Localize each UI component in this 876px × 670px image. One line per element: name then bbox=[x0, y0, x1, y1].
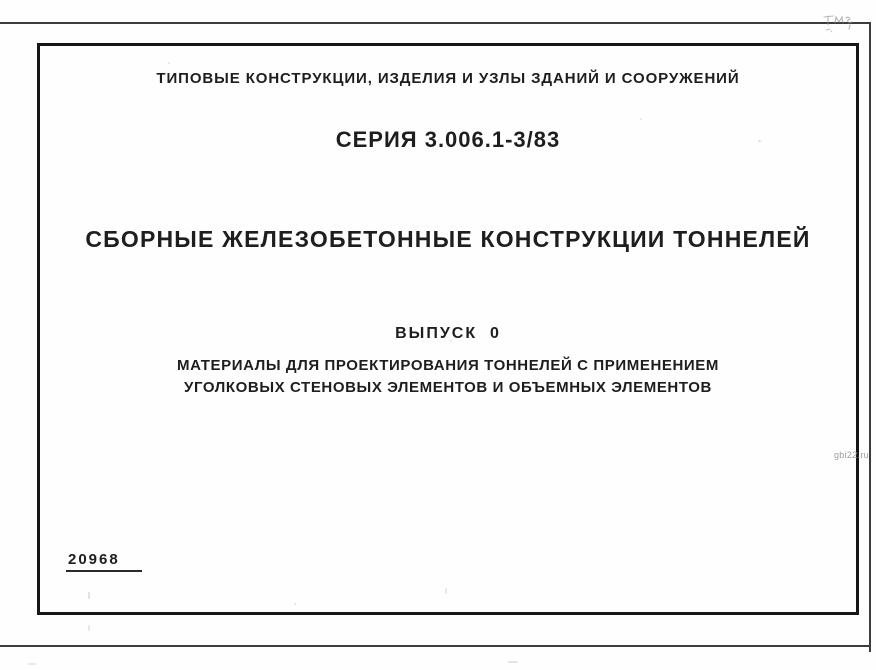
series-number-line: СЕРИЯ 3.006.1-3/83 bbox=[335, 127, 561, 152]
document-category-line: ТИПОВЫЕ КОНСТРУКЦИИ, ИЗДЕЛИЯ И УЗЛЫ ЗДАНИЙ И СООРУЖЕНИЙ bbox=[156, 70, 740, 87]
outer-border-right bbox=[869, 22, 871, 652]
handwritten-mark-icon bbox=[820, 13, 856, 46]
scan-speck bbox=[508, 661, 518, 663]
site-watermark: gbi22.ru bbox=[834, 450, 869, 460]
scan-speck bbox=[168, 62, 170, 64]
document-main-title: СБОРНЫЕ ЖЕЛЕЗОБЕТОННЫЕ КОНСТРУКЦИИ ТОННЕЛЕЙ bbox=[85, 226, 811, 252]
scan-speck bbox=[758, 140, 761, 142]
issue-number-line: ВЫПУСК 0 bbox=[395, 325, 501, 342]
scan-speck bbox=[88, 592, 90, 599]
subtitle-line-2: УГОЛКОВЫХ СТЕНОВЫХ ЭЛЕМЕНТОВ И ОБЪЕМНЫХ ЭЛЕМЕНТОВ bbox=[184, 379, 712, 396]
scan-speck bbox=[445, 588, 447, 594]
subtitle-line-1: МАТЕРИАЛЫ ДЛЯ ПРОЕКТИРОВАНИЯ ТОННЕЛЕЙ С ПРИМЕНЕНИЕМ bbox=[177, 357, 719, 374]
scan-speck bbox=[294, 603, 296, 605]
scan-speck bbox=[88, 625, 90, 631]
document-inventory-number: 20968 bbox=[66, 551, 142, 572]
scan-speck bbox=[28, 663, 36, 665]
scan-speck bbox=[640, 118, 642, 120]
scan-speck bbox=[450, 340, 452, 342]
title-block bbox=[37, 0, 859, 670]
